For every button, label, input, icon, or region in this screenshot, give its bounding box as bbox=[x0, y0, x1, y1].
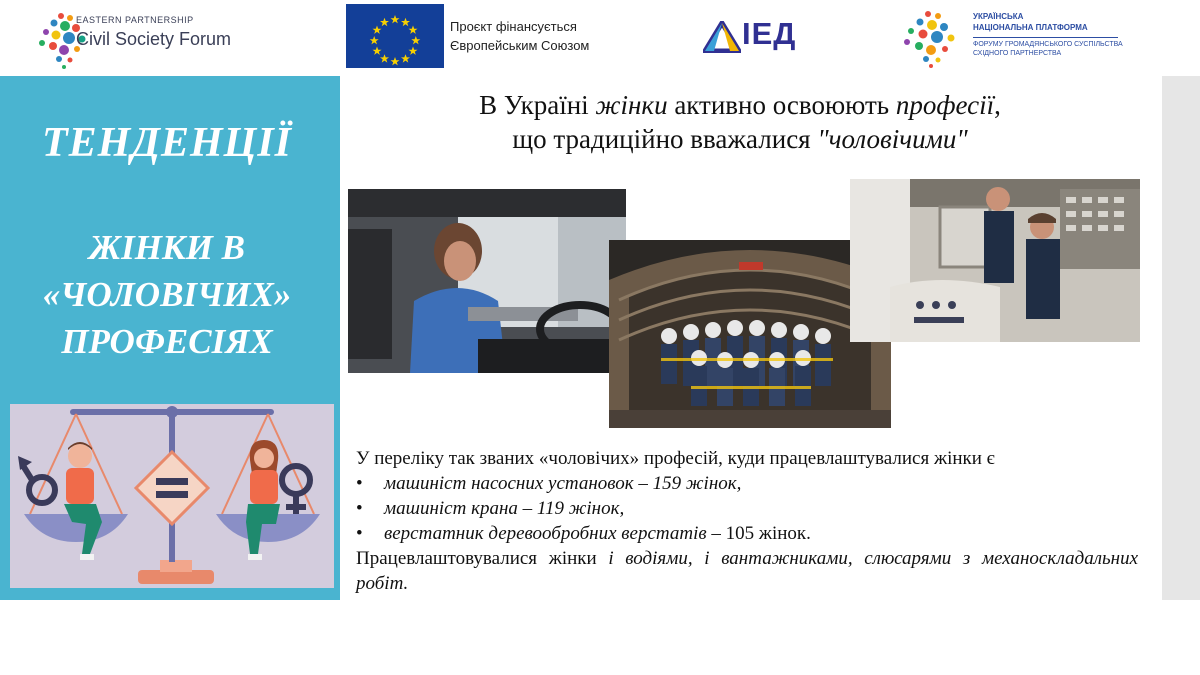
unp-subtitle bbox=[973, 40, 1123, 58]
section-title: ТЕНДЕНЦІЇ bbox=[41, 120, 293, 166]
bullet-icon: • bbox=[356, 473, 363, 494]
eu-funding-line2: Європейським Союзом bbox=[450, 38, 590, 53]
outro-text: Працевлаштовувалися жінки bbox=[356, 548, 609, 569]
photo-railway-operators bbox=[850, 179, 1140, 342]
outro-paragraph bbox=[356, 546, 1138, 596]
section-subtitle-line2: «ЧОЛОВІЧИХ» bbox=[42, 275, 292, 314]
heading-text: що традиційно вважалися bbox=[512, 124, 818, 154]
heading-emphasis: жінки bbox=[595, 90, 668, 120]
unp-divider bbox=[973, 37, 1118, 38]
photo-women-miners bbox=[609, 240, 891, 428]
body-text bbox=[356, 446, 1138, 596]
unp-subtitle-line2: СХІДНОГО ПАРТНЕРСТВА bbox=[973, 50, 1062, 57]
unp-title-line1: УКРАЇНСЬКА bbox=[973, 12, 1024, 21]
slide-heading bbox=[350, 88, 1130, 156]
gender-scales-illustration bbox=[10, 404, 334, 588]
photo-woman-truck-driver bbox=[348, 189, 626, 373]
unp-logo-icon bbox=[898, 6, 970, 68]
eap-label-small: EASTERN PARTNERSHIP bbox=[76, 15, 194, 25]
ied-logo-label: ІЕД bbox=[742, 16, 797, 51]
unp-subtitle-line1: ФОРУМУ ГРОМАДЯНСЬКОГО СУСПІЛЬСТВА bbox=[973, 41, 1123, 48]
heading-line2 bbox=[350, 122, 1130, 156]
list-item-text: машиніст крана – 119 жінок, bbox=[384, 498, 625, 519]
ied-logo-icon bbox=[703, 21, 741, 53]
eap-label-large: Civil Society Forum bbox=[76, 29, 232, 49]
eu-funding-line1: Проєкт фінансується bbox=[450, 19, 577, 34]
outro-emphasis: і водіями, і вантажниками, слюсарями з механоскладальних робіт. bbox=[356, 548, 1139, 594]
heading-text: активно освоюють bbox=[667, 90, 896, 120]
section-subtitle-line3: ПРОФЕСІЯХ bbox=[61, 322, 273, 361]
right-margin-strip bbox=[1162, 76, 1200, 600]
list-item bbox=[356, 471, 1138, 496]
bullet-icon: • bbox=[356, 498, 363, 519]
heading-line1 bbox=[350, 88, 1130, 122]
heading-emphasis: професії bbox=[895, 90, 995, 120]
list-item bbox=[356, 496, 1138, 521]
heading-emphasis: "чоловічими" bbox=[817, 124, 968, 154]
heading-text: , bbox=[994, 90, 1001, 120]
section-subtitle-line1: ЖІНКИ В bbox=[88, 228, 246, 267]
unp-title-line2: НАЦІОНАЛЬНА ПЛАТФОРМА bbox=[973, 23, 1088, 32]
eu-flag-icon bbox=[346, 4, 444, 68]
list-item bbox=[356, 521, 1138, 546]
intro-paragraph: У переліку так званих «чоловічих» професій, куди працевлаштувалися жінки є bbox=[356, 448, 995, 469]
list-item-suffix: – 105 жінок. bbox=[706, 523, 811, 544]
unp-title bbox=[973, 11, 1088, 33]
eu-funding-label bbox=[450, 17, 589, 55]
list-item-text: машиніст насосних установок – 159 жінок, bbox=[384, 473, 742, 494]
heading-text: В Україні bbox=[479, 90, 596, 120]
list-item-text: верстатник деревообробних верстатів bbox=[384, 523, 707, 544]
bullet-icon: • bbox=[356, 523, 363, 544]
section-subtitle bbox=[0, 224, 334, 365]
